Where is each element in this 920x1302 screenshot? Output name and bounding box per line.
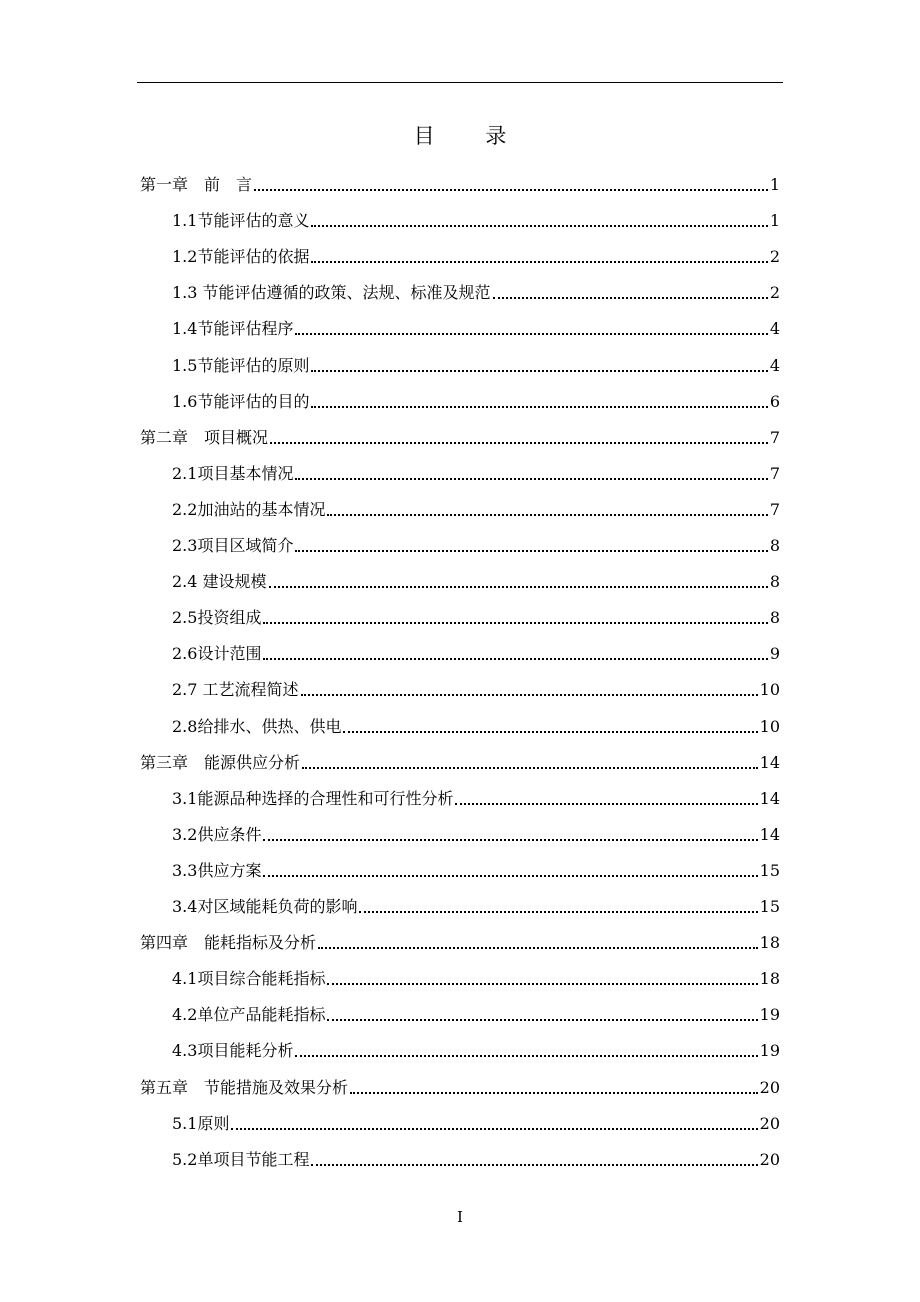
toc-dot-leader <box>455 803 757 805</box>
toc-entry-label: 4.1项目综合能耗指标 <box>172 969 326 989</box>
toc-entry-page-number: 1 <box>769 175 780 194</box>
toc-entry-page-number: 8 <box>769 608 780 628</box>
toc-section-entry[interactable] <box>172 559 780 593</box>
toc-entry-label: 第五章 节能措施及效果分析 <box>140 1077 349 1097</box>
toc-dot-leader <box>295 478 767 480</box>
toc-section-entry[interactable] <box>172 776 780 810</box>
toc-entry-label: 2.6设计范围 <box>172 644 262 664</box>
toc-entry-page-number: 20 <box>759 1113 780 1133</box>
toc-chapter-entry[interactable] <box>140 162 780 196</box>
toc-dot-leader <box>263 875 757 877</box>
toc-entry-page-number: 14 <box>759 752 780 772</box>
toc-dot-leader <box>327 1019 757 1021</box>
toc-entry-label: 5.2单项目节能工程 <box>172 1149 310 1169</box>
toc-entry-page-number: 8 <box>769 572 780 592</box>
toc-dot-leader <box>311 225 767 227</box>
toc-entry-page-number: 8 <box>769 536 780 555</box>
toc-entry-label: 3.4对区域能耗负荷的影响 <box>172 897 358 916</box>
toc-dot-leader <box>231 1128 757 1130</box>
toc-entry-label: 1.2节能评估的依据 <box>172 247 310 267</box>
toc-entry-page-number: 4 <box>769 355 780 375</box>
toc-entry-page-number: 7 <box>769 499 780 519</box>
toc-dot-leader <box>295 1055 757 1057</box>
toc-entry-page-number: 18 <box>759 933 780 953</box>
toc-entry-label: 1.1节能评估的意义 <box>172 211 310 231</box>
toc-section-entry[interactable] <box>172 1101 780 1135</box>
toc-entry-label: 3.2供应条件 <box>172 824 262 844</box>
toc-entry-page-number: 10 <box>759 716 780 736</box>
toc-entry-label: 第二章 项目概况 <box>140 427 269 447</box>
toc-section-entry[interactable] <box>172 884 780 918</box>
toc-chapter-entry[interactable] <box>140 920 780 954</box>
toc-section-entry[interactable] <box>172 704 780 738</box>
toc-entry-page-number: 7 <box>769 463 780 483</box>
toc-entry-label: 2.3项目区域简介 <box>172 536 294 555</box>
toc-section-entry[interactable] <box>172 812 780 846</box>
toc-section-entry[interactable] <box>172 198 780 232</box>
toc-dot-leader <box>269 586 768 588</box>
toc-section-entry[interactable] <box>172 956 780 990</box>
toc-section-entry[interactable] <box>172 523 780 557</box>
toc-section-entry[interactable] <box>172 343 780 377</box>
toc-section-entry[interactable] <box>172 234 780 268</box>
toc-entry-label: 第四章 能耗指标及分析 <box>140 933 317 953</box>
toc-dot-leader <box>311 406 767 408</box>
toc-entry-page-number: 19 <box>759 1005 780 1025</box>
toc-entry-page-number: 14 <box>759 788 780 808</box>
toc-entry-page-number: 15 <box>759 897 780 916</box>
toc-dot-leader <box>327 514 767 516</box>
toc-entry-label: 1.3 节能评估遵循的政策、法规、标准及规范 <box>172 283 491 303</box>
toc-dot-leader <box>318 947 758 949</box>
toc-entry-label: 第一章 前 言 <box>140 175 253 194</box>
toc-section-entry[interactable] <box>172 848 780 882</box>
toc-dot-leader <box>295 550 767 552</box>
page-number: I <box>457 1208 463 1226</box>
toc-dot-leader <box>263 839 757 841</box>
toc-entry-page-number: 15 <box>759 860 780 880</box>
toc-dot-leader <box>327 983 757 985</box>
toc-entry-label: 1.5节能评估的原则 <box>172 355 310 375</box>
toc-entry-label: 1.4节能评估程序 <box>172 319 294 339</box>
toc-entry-label: 2.5投资组成 <box>172 608 262 628</box>
toc-dot-leader <box>311 370 767 372</box>
toc-dot-leader <box>350 1092 758 1094</box>
toc-entry-label: 5.1原则 <box>172 1113 230 1133</box>
toc-entry-page-number: 20 <box>759 1077 780 1097</box>
toc-entry-label: 1.6节能评估的目的 <box>172 391 310 411</box>
toc-entry-page-number: 1 <box>769 211 780 231</box>
toc-dot-leader <box>301 694 758 696</box>
toc-entry-label: 2.2加油站的基本情况 <box>172 499 326 519</box>
toc-chapter-entry[interactable] <box>140 740 780 774</box>
toc-entry-page-number: 4 <box>769 319 780 339</box>
toc-entry-label: 3.3供应方案 <box>172 860 262 880</box>
toc-section-entry[interactable] <box>172 487 780 521</box>
toc-entry-label: 2.8给排水、供热、供电 <box>172 716 342 736</box>
toc-entry-label: 3.1能源品种选择的合理性和可行性分析 <box>172 788 454 808</box>
toc-section-entry[interactable] <box>172 1028 780 1062</box>
toc-entry-label: 4.2单位产品能耗指标 <box>172 1005 326 1025</box>
header-rule <box>137 82 783 83</box>
toc-dot-leader <box>493 297 768 299</box>
toc-dot-leader <box>254 189 768 191</box>
toc-dot-leader <box>359 911 757 913</box>
toc-section-entry[interactable] <box>172 667 780 701</box>
toc-entry-page-number: 6 <box>769 391 780 411</box>
toc-entry-page-number: 14 <box>759 824 780 844</box>
toc-dot-leader <box>295 333 767 335</box>
toc-dot-leader <box>343 731 757 733</box>
toc-entry-label: 第三章 能源供应分析 <box>140 752 301 772</box>
toc-dot-leader <box>263 658 767 660</box>
page-title: 目 录 <box>413 124 529 148</box>
toc-section-entry[interactable] <box>172 270 780 304</box>
toc-entry-label: 2.4 建设规模 <box>172 572 267 592</box>
toc-section-entry[interactable] <box>172 306 780 340</box>
toc-section-entry[interactable] <box>172 1137 780 1171</box>
toc-entry-label: 2.1项目基本情况 <box>172 463 294 483</box>
toc-entry-page-number: 18 <box>759 969 780 989</box>
toc-section-entry[interactable] <box>172 379 780 413</box>
toc-chapter-entry[interactable] <box>140 1065 780 1099</box>
toc-section-entry[interactable] <box>172 595 780 629</box>
toc-chapter-entry[interactable] <box>140 415 780 449</box>
toc-entry-page-number: 9 <box>769 644 780 664</box>
toc-section-entry[interactable] <box>172 631 780 665</box>
toc-entry-page-number: 20 <box>759 1149 780 1169</box>
toc-dot-leader <box>302 767 758 769</box>
toc-section-entry[interactable] <box>172 451 780 485</box>
toc-dot-leader <box>270 442 768 444</box>
toc-entry-page-number: 2 <box>769 283 780 303</box>
toc-dot-leader <box>311 1164 757 1166</box>
toc-dot-leader <box>263 622 767 624</box>
toc-entry-page-number: 7 <box>769 427 780 447</box>
toc-entry-label: 2.7 工艺流程简述 <box>172 680 299 700</box>
toc-entry-page-number: 2 <box>769 247 780 267</box>
toc-entry-page-number: 19 <box>759 1041 780 1061</box>
toc-entry-label: 4.3项目能耗分析 <box>172 1041 294 1061</box>
toc-dot-leader <box>311 261 767 263</box>
toc-entry-page-number: 10 <box>759 680 780 700</box>
toc-section-entry[interactable] <box>172 992 780 1026</box>
